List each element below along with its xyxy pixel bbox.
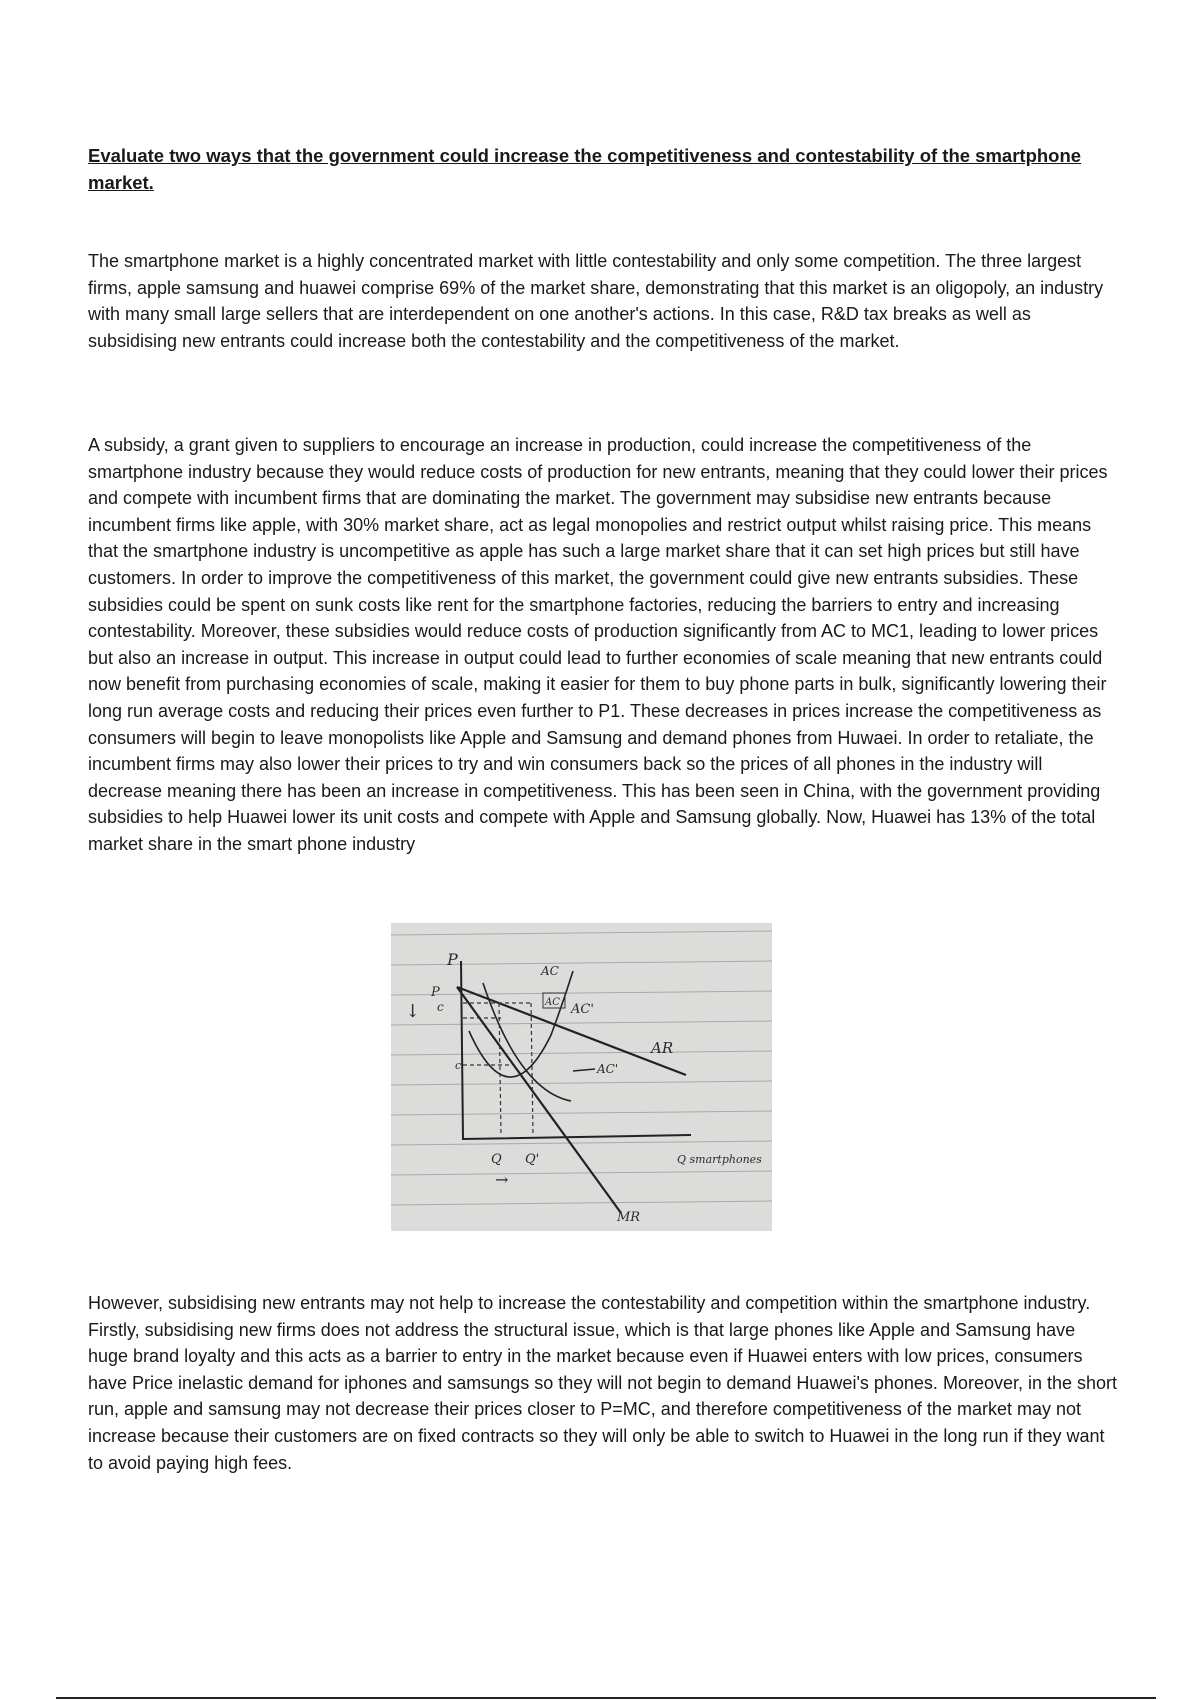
handdrawn-cost-diagram [391,923,772,1231]
cost-diagram-svg [391,923,772,1231]
subsidy-paragraph: A subsidy, a grant given to suppliers to encourage an increase in production, could increase the competitiveness of the smartphone industry because they would reduce costs of production for new entrants, meaning that they could lower their prices and compete with incumbent firms that are dominating the market. The government may subsidise new entrants because incumbent firms like apple, with 30% market share, act as legal monopolies and restrict output whilst raising price. This means that the smartphone industry is uncompetitive as apple has such a large market share that it can set high prices but still have customers. In order to improve the competitiveness of this market, the government could give new entrants subsidies. These subsidies could be spent on sunk costs like rent for the smartphone factories, reducing the barriers to entry and increasing contestability. Moreover, these subsidies would reduce costs of production significantly from AC to MC1, leading to lower prices but also an increase in output. This increase in output could lead to further economies of scale meaning that new entrants could now benefit from purchasing economies of scale, making it easier for them to buy phone parts in bulk, significantly lowering their long run average costs and reducing their prices even further to P1. These decreases in prices increase the competitiveness as consumers will begin to leave monopolists like Apple and Samsung and demand phones from Huwaei. In order to retaliate, the incumbent firms may also lower their prices to try and win consumers back so the prices of all phones in the industry will decrease meaning there has been an increase in competitiveness. This has been seen in China, with the government providing subsidies to help Huawei lower its unit costs and compete with Apple and Samsung globally. Now, Huawei has 13% of the total market share in the smart phone industry [88,435,1108,854]
label-ac-box: AC [545,997,560,1008]
ac-prime-pointer [573,1069,595,1071]
label-x-axis: Q smartphones [677,1153,762,1166]
mr-curve [457,987,621,1213]
label-ac-top: AC [541,964,559,978]
label-p-axis: P [447,950,458,969]
label-c2: c' [455,1059,465,1072]
label-p1: P [431,985,440,1000]
right-arrow-icon: → [495,1170,509,1189]
down-arrow-icon: ↓ [405,1001,421,1022]
footer-divider [56,1697,1156,1699]
label-q1: Q [491,1152,502,1167]
label-q2: Q' [525,1152,540,1167]
essay-question-title: Evaluate two ways that the government could increase the competitiveness and contestability of the smartphone market. [88,145,1082,193]
evaluation-paragraph: However, subsidising new entrants may not help to increase the contestability and competition within the smartphone industry. Firstly, subsidising new firms does not address the structural issue, which is that large phones like Apple and Samsung have huge brand loyalty and this acts as a barrier to entry in the market because even if Huawei enters with low prices, consumers have Price inelastic demand for iphones and samsungs so they will not begin to demand Huawei's phones. Moreover, in the short run, apple and samsung may not decrease their prices closer to P=MC, and therefore competitiveness of the market may not increase because their customers are on fixed contracts so they will only be able to switch to Huawei in the long run if they want to avoid paying high fees. [88,1293,1118,1473]
label-ar: AR [651,1039,674,1057]
intro-paragraph: The smartphone market is a highly concentrated market with little contestability and only some competition. The three largest firms, apple samsung and huawei comprise 69% of the market share, demonstrating that this market is an oligopoly, an industry with many small large sellers that are interdependent on one another's actions. In this case, R&D tax breaks as well as subsidising new entrants could increase both the contestability and the competitiveness of the market. [88,251,1104,351]
label-mr: MR [617,1210,641,1225]
ar-curve [457,987,686,1075]
label-ac-prime-low: AC' [597,1062,619,1076]
label-c1: c [437,1000,444,1014]
label-ac-prime-top: AC' [571,1002,594,1017]
